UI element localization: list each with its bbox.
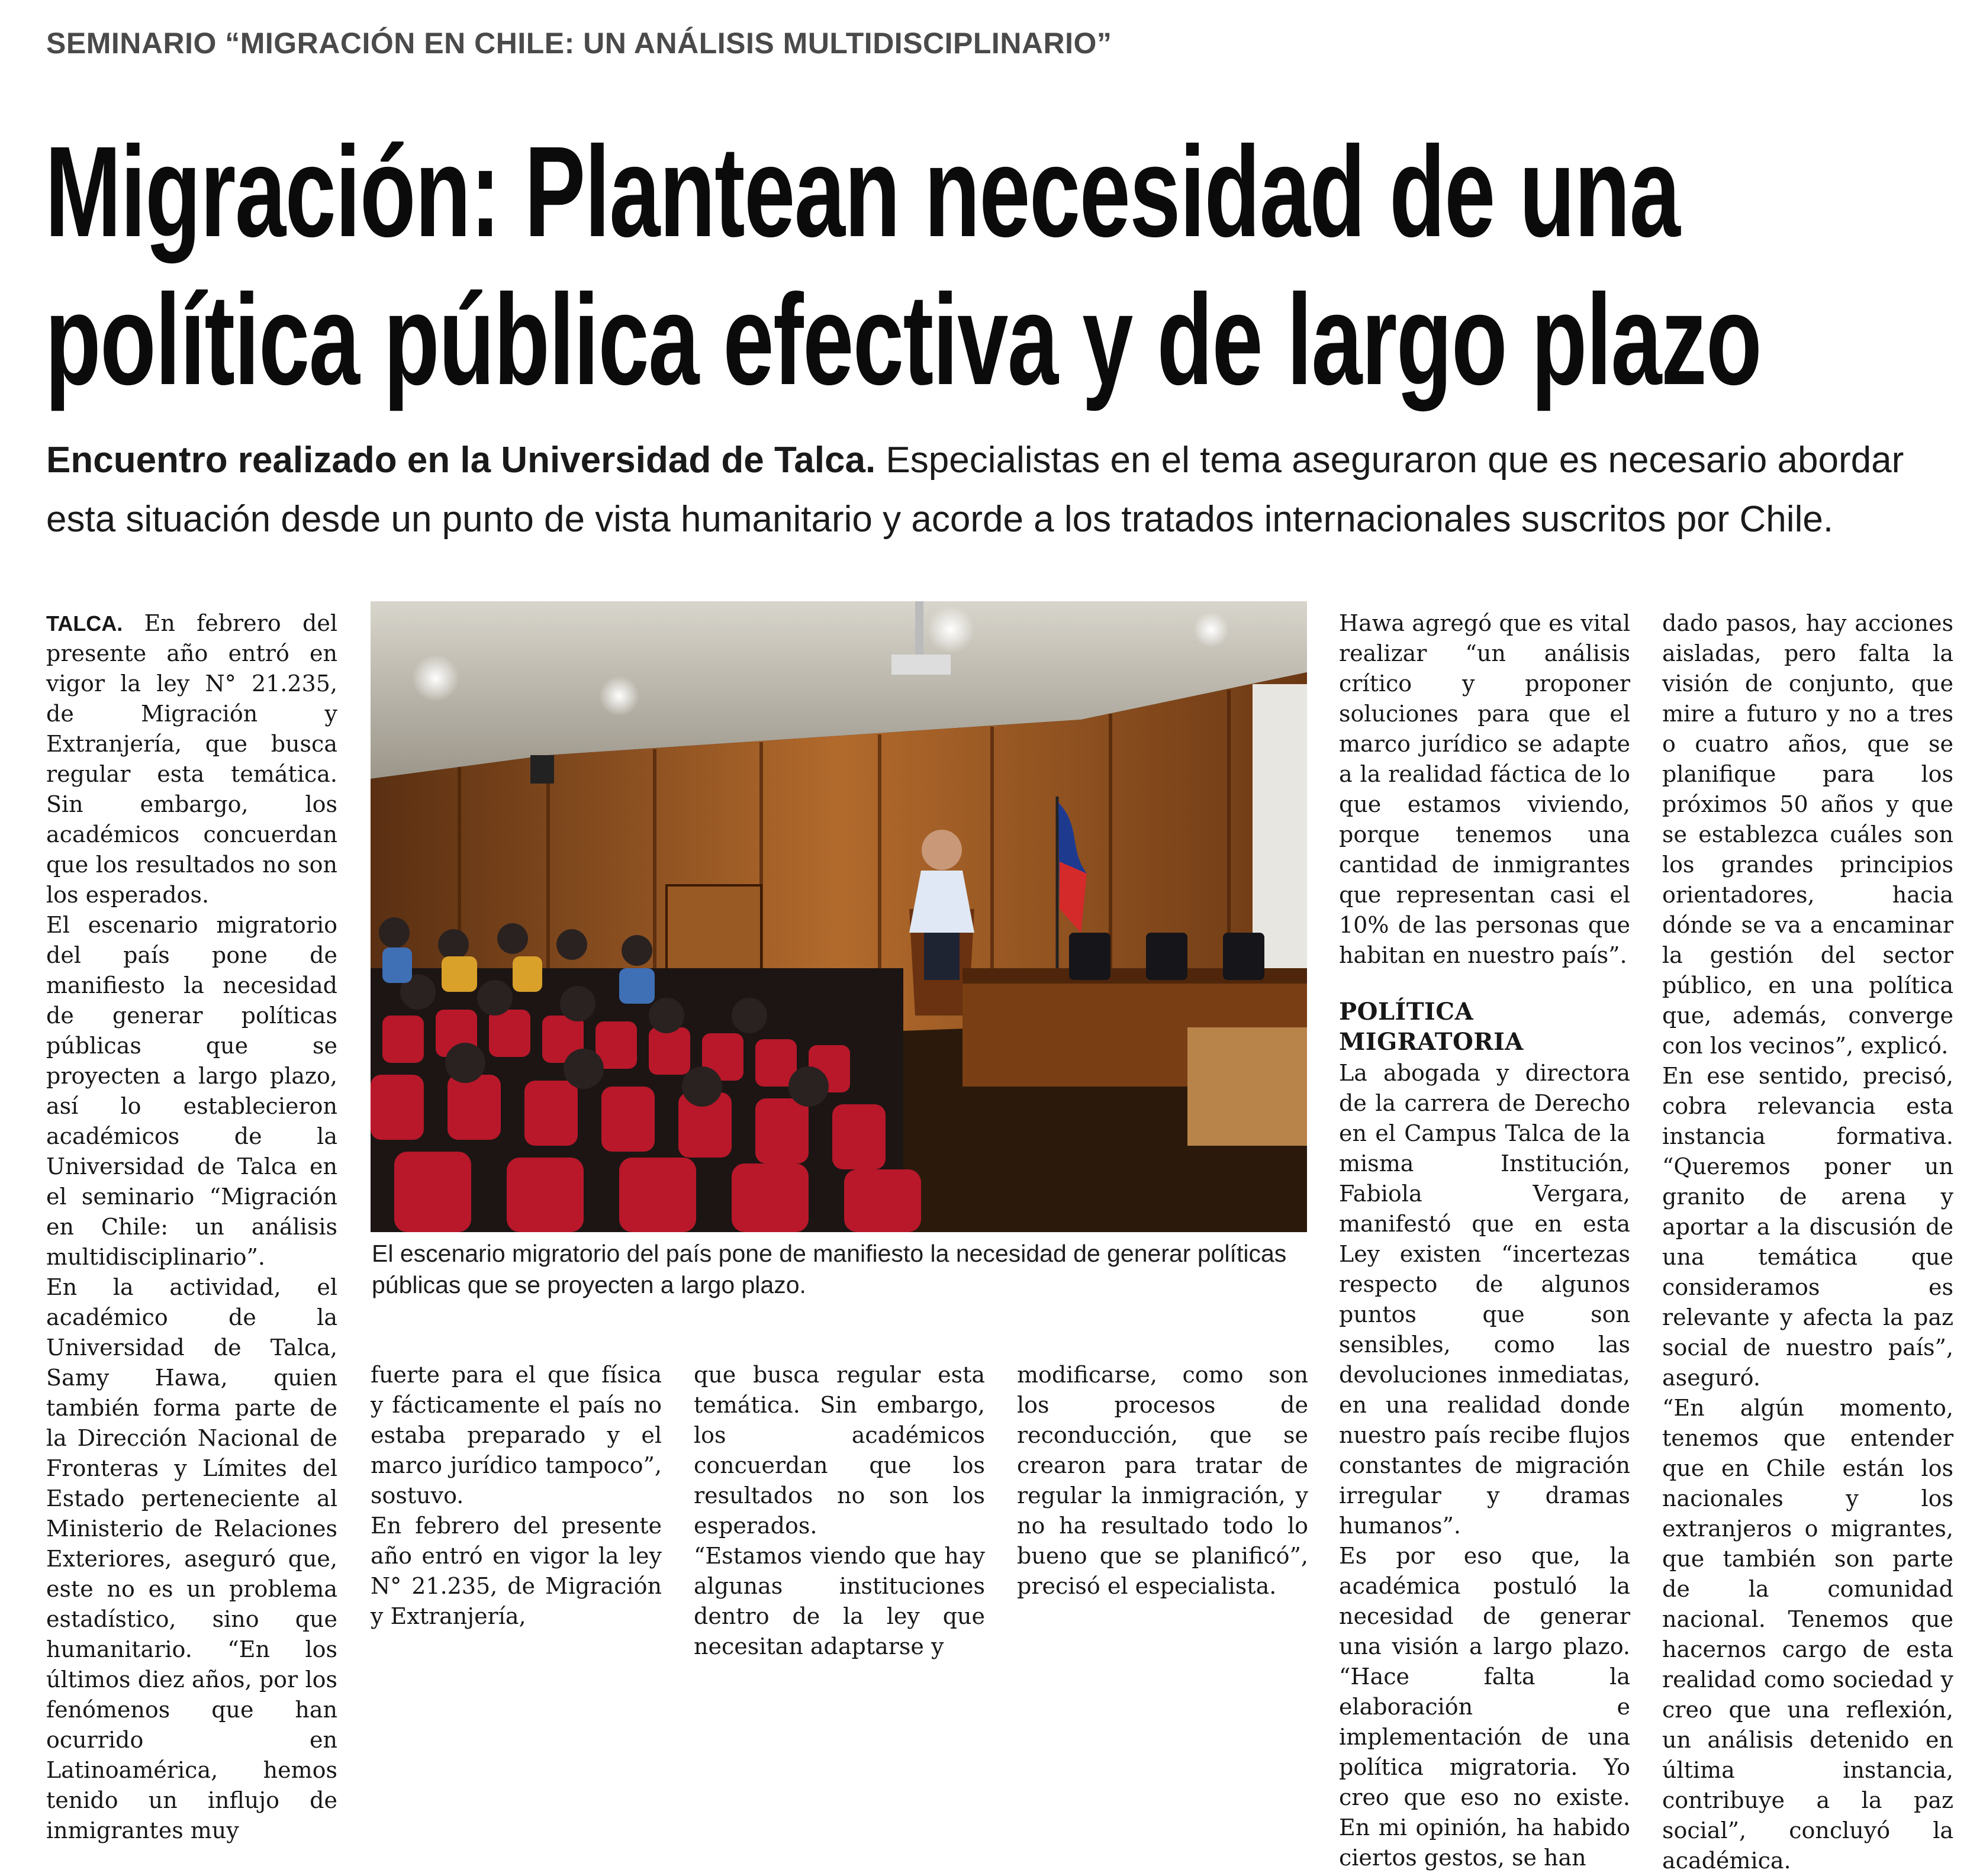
paragraph: que busca regular esta temática. Sin embargo, los académicos concuerdan que los resultados no son los esperados. xyxy=(694,1362,985,1539)
body-column-3 xyxy=(694,1360,985,1662)
paragraph: dado pasos, hay acciones aisladas, pero falta la visión de conjunto, que mire a futuro y no a tres o cuatro años, que se planifique para los próximos 50 años y que se establezca cuáles son los grandes principios orientadores, hacia dónde se va a encaminar la gestión del sector público, en una política que, además, converge con los vecinos”, explicó. xyxy=(1662,610,1953,1059)
paragraph-text: En febrero del presente año entró en vigor la ley N° 21.235, de Migración y Extranjería, que busca regular esta temática. Sin embargo, los académicos concuerdan que los resultados no son los esperados. xyxy=(46,610,337,908)
headline xyxy=(45,118,1762,414)
deck-text: Especialistas en el tema aseguraron que es necesario abordar esta situación desde un punto de vista humanitario y acorde a los tratados internacionales suscritos por Chile. xyxy=(46,440,1904,540)
body-column-1 xyxy=(46,608,337,1846)
paragraph xyxy=(46,608,337,910)
paragraph: La abogada y directora de la carrera de Derecho en el Campus Talca de la misma Institución, Fabiola Vergara, manifestó que en esta Ley existen “incertezas respecto de algunos puntos que son sensibles, como las devoluciones inmediatas, en una realidad donde nuestro país recibe flujos constantes de migración irregular y dramas humanos”. xyxy=(1339,1060,1630,1539)
body-column-5 xyxy=(1339,608,1630,1873)
paragraph: modificarse, como son los procesos de reconducción, que se crearon para tratar de regular la inmigración, y no ha resultado todo lo bueno que se planificó”, precisó el especialista. xyxy=(1017,1362,1308,1599)
auditorium-image xyxy=(371,601,1307,1232)
paragraph: El escenario migratorio del país pone de manifiesto la necesidad de generar políticas públicas que se proyecten a largo plazo, así lo establecieron académicos de la Universidad de Talca en el seminario “Migración en Chile: un análisis multidisciplinario”. xyxy=(46,912,337,1270)
section-kicker: SEMINARIO “MIGRACIÓN EN CHILE: UN ANÁLISIS MULTIDISCIPLINARIO” xyxy=(46,27,1112,60)
paragraph: En febrero del presente año entró en vigor la ley N° 21.235, de Migración y Extranjería, xyxy=(371,1513,662,1629)
dateline: TALCA. xyxy=(46,611,123,636)
deck xyxy=(46,431,1976,549)
body-column-6 xyxy=(1662,608,1953,1876)
paragraph: fuerte para el que física y fácticamente el país no estaba preparado y el marco jurídico tampoco”, sostuvo. xyxy=(371,1362,662,1508)
paragraph: “Estamos viendo que hay algunas instituciones dentro de la ley que necesitan adaptarse y xyxy=(694,1543,985,1659)
paragraph: Hawa agregó que es vital realizar “un análisis crítico y proponer soluciones para que el marco jurídico se adapte a la realidad fáctica de lo que estamos viviendo, porque tenemos una cantidad de inmigrantes que representan casi el 10% de las personas que habitan en nuestro país”. xyxy=(1339,610,1630,968)
body-column-2 xyxy=(371,1360,662,1632)
headline-line-1: Migración: Plantean necesidad de una xyxy=(45,120,1680,264)
subheading: POLÍTICA MIGRATORIA xyxy=(1339,998,1524,1056)
seminar-photo xyxy=(371,601,1307,1232)
paragraph: “En algún momento, tenemos que entender que en Chile están los nacionales y los extranjeros o migrantes, que también son parte de la comunidad nacional. Tenemos que hacernos cargo de esta realidad como sociedad y creo que una reflexión, un análisis detenido en última instancia, contribuye a la paz social”, concluyó la académica. xyxy=(1662,1395,1953,1874)
deck-lead: Encuentro realizado en la Universidad de Talca. xyxy=(46,440,876,481)
headline-line-2: política pública efectiva y de largo plazo xyxy=(45,268,1762,412)
paragraph: En ese sentido, precisó, cobra relevancia esta instancia formativa. “Queremos poner un granito de arena y aportar a la discusión de una temática que consideramos es relevante y afecta la paz social de nuestro país”, aseguró. xyxy=(1662,1063,1953,1391)
paragraph: En la actividad, el académico de la Universidad de Talca, Samy Hawa, quien también forma parte de la Dirección Nacional de Fronteras y Límites del Estado perteneciente al Ministerio de Relaciones Exteriores, aseguró que, este no es un problema estadístico, sino que humanitario. “En los últimos diez años, por los fenómenos que han ocurrido en Latinoamérica, hemos tenido un influjo de inmigrantes muy xyxy=(46,1274,337,1843)
body-column-4 xyxy=(1017,1360,1308,1601)
paragraph: Es por eso que, la académica postuló la necesidad de generar una visión a largo plazo. “Hace falta la elaboración e implementación de una política migratoria. Yo creo que eso no existe. En mi opinión, ha habido ciertos gestos, se han xyxy=(1339,1543,1630,1871)
photo-caption: El escenario migratorio del país pone de manifiesto la necesidad de generar políticas públicas que se proyecten a largo plazo. xyxy=(372,1240,1287,1298)
